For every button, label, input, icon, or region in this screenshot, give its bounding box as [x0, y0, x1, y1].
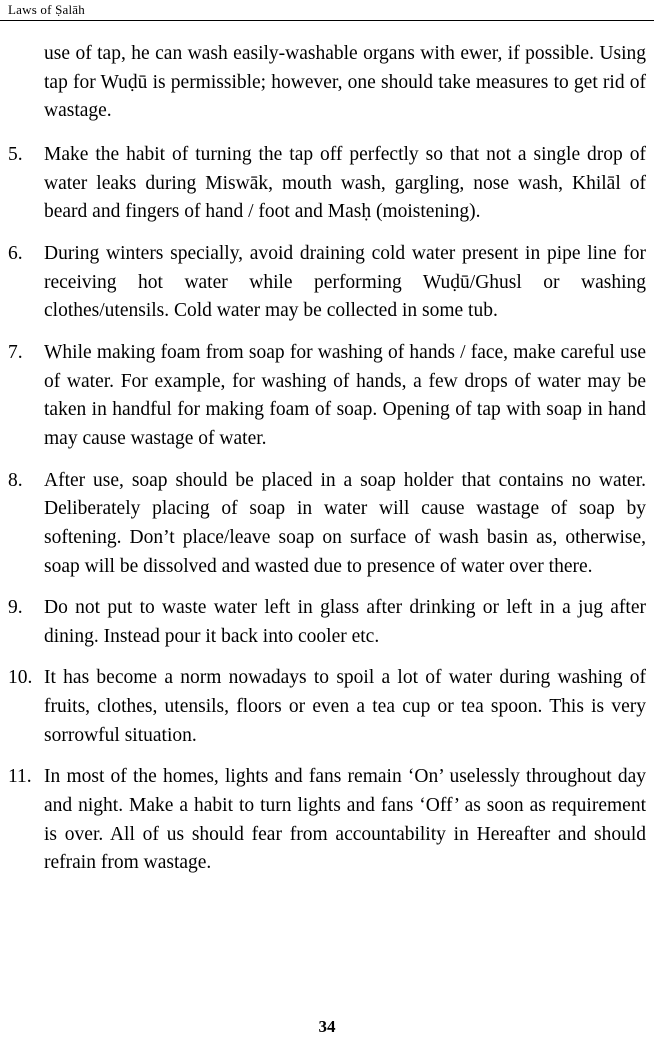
paragraph-text: use of tap, he can wash easily-washable organs with ewer, if possible. Using tap for Wuḍū is permissible; however, one should take measures to get rid of wastage. [44, 43, 646, 122]
paragraph-intro [8, 40, 646, 126]
list-item [8, 763, 646, 878]
list-item [8, 664, 646, 750]
list-item [8, 467, 646, 582]
list-item-text: After use, soap should be placed in a soap holder that contains no water. Deliberately placing of soap in water will cause wastage of soap by softening. Don’t place/leave soap on surface of wash basin as, otherwise, soap will be dissolved and wasted due to presence of water over there. [44, 469, 646, 577]
list-item [8, 594, 646, 651]
list-item-number: 6. [8, 242, 23, 264]
list-item-text: Do not put to waste water left in glass after drinking or left in a jug after dining. Instead pour it back into cooler etc. [44, 597, 646, 647]
list-item-text: Make the habit of turning the tap off perfectly so that not a single drop of water leaks during Miswāk, mouth wash, gargling, nose wash, Khilāl of beard and fingers of hand / foot and Masḥ (moistening). [44, 143, 646, 223]
list-item-number: 10. [8, 667, 33, 689]
list-item [8, 240, 646, 326]
list-item-number: 11. [8, 766, 32, 788]
list-item-number: 8. [8, 469, 23, 491]
page-content [0, 40, 654, 891]
list-item-number: 9. [8, 597, 23, 619]
page-number: 34 [318, 1017, 336, 1036]
list-item-number: 5. [8, 143, 23, 165]
list-item [8, 339, 646, 454]
header-divider-rule [0, 20, 654, 21]
list-item-text: While making foam from soap for washing of hands / face, make careful use of water. For example, for washing of hands, a few drops of water may be taken in handful for making foam of soap. Opening of tap with soap in hand may cause wastage of water. [44, 341, 646, 449]
list-item-number: 7. [8, 341, 23, 363]
list-item [8, 141, 646, 227]
running-head: Laws of Ṣalāh [8, 2, 85, 17]
list-item-text: It has become a norm nowadays to spoil a lot of water during washing of fruits, clothes, utensils, floors or even a tea cup or tea spoon. This is very sorrowful situation. [44, 667, 646, 746]
list-item-text: In most of the homes, lights and fans remain ‘On’ uselessly throughout day and night. Make a habit to turn lights and fans ‘Off’ as soon as requirement is over. All of us should fear from accountability in Hereafter and should refrain from wastage. [44, 766, 646, 874]
list-item-text: During winters specially, avoid draining cold water present in pipe line for receiving hot water while performing Wuḍū/Ghusl or washing clothes/utensils. Cold water may be collected in some tub. [44, 242, 646, 322]
